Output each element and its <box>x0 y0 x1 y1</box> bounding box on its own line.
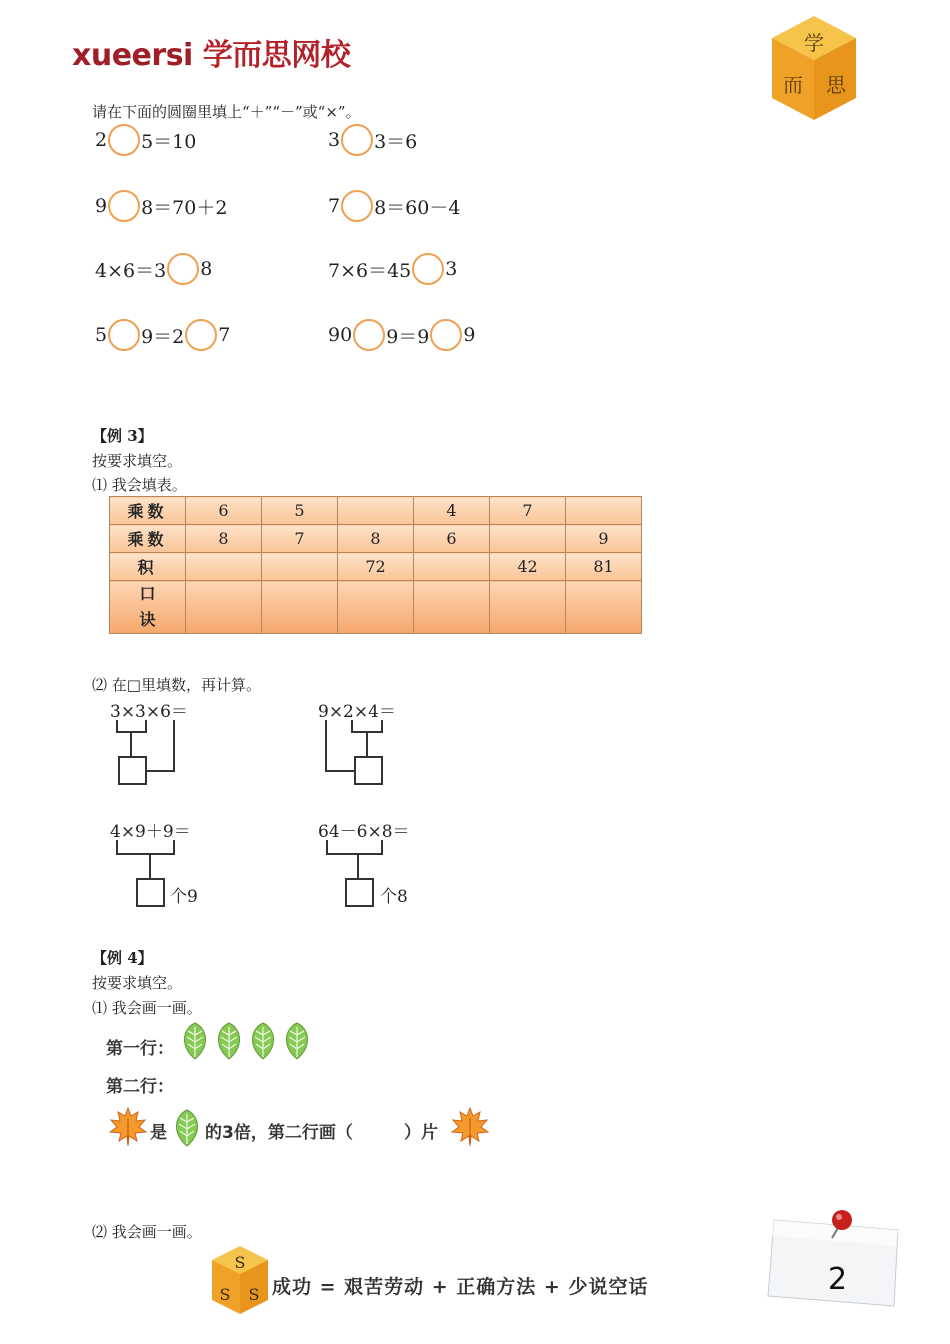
cube-logo-icon <box>768 14 860 124</box>
answer-circle[interactable] <box>108 319 140 351</box>
eq-part: 9＝9 <box>386 325 430 348</box>
table-cell[interactable] <box>186 553 262 581</box>
table-cell[interactable] <box>566 497 642 525</box>
table-cell[interactable] <box>262 553 338 581</box>
ex4-instruction: 按要求填空。 <box>92 974 183 992</box>
eq-part: 8＝70＋2 <box>141 196 228 219</box>
table-cell[interactable] <box>414 553 490 581</box>
ex4-part1: ⑴ 我会画一画。 <box>92 999 202 1017</box>
bracket-diagram <box>110 838 190 878</box>
cube-letter: S <box>219 1285 231 1304</box>
row-label <box>110 581 186 634</box>
eq-part: 3 <box>328 129 341 151</box>
leaf-row <box>178 1020 318 1062</box>
maple-leaf-icon <box>450 1106 490 1148</box>
eq-part: 7×6＝45 <box>328 259 412 282</box>
eq-row2-right <box>328 190 460 222</box>
table-cell[interactable]: 5 <box>262 497 338 525</box>
table-row <box>110 525 642 553</box>
table-cell[interactable]: 6 <box>186 497 262 525</box>
row-label: 积 <box>110 553 186 581</box>
table-row <box>110 581 642 634</box>
expr-1: 3×3×6＝ <box>110 702 188 722</box>
ex4-title: 【例 4】 <box>92 949 153 967</box>
table-cell[interactable]: 4 <box>414 497 490 525</box>
table-cell[interactable]: 6 <box>414 525 490 553</box>
eq-part: 9 <box>463 324 476 346</box>
answer-circle[interactable] <box>412 253 444 285</box>
table-row <box>110 553 642 581</box>
expr-4: 64－6×8＝ <box>318 822 410 842</box>
ex3-part1: ⑴ 我会填表。 <box>92 476 187 494</box>
ex3-instruction: 按要求填空。 <box>92 452 183 470</box>
eq-part: 3 <box>445 258 458 280</box>
count-label: 个8 <box>380 887 408 907</box>
brand-latin: xueersi <box>72 38 193 73</box>
expr-3: 4×9＋9＝ <box>110 822 191 842</box>
table-cell[interactable] <box>490 581 566 634</box>
table-cell[interactable]: 42 <box>490 553 566 581</box>
table-cell[interactable] <box>262 581 338 634</box>
table-cell[interactable] <box>566 581 642 634</box>
maple-leaf-icon <box>108 1106 148 1148</box>
answer-box[interactable] <box>118 756 147 785</box>
eq-row3-right <box>328 253 457 285</box>
cube-char-2: 而 <box>783 73 803 97</box>
eq-row4-right <box>328 319 475 351</box>
table-cell[interactable]: 72 <box>338 553 414 581</box>
answer-box[interactable] <box>136 878 165 907</box>
eq-part: 5 <box>95 324 108 346</box>
table-cell[interactable] <box>490 525 566 553</box>
table-cell[interactable]: 81 <box>566 553 642 581</box>
row-label-text: 口 诀 <box>139 584 156 629</box>
table-cell[interactable] <box>338 497 414 525</box>
leaf-icon <box>218 1023 239 1059</box>
eq-part: 2 <box>95 129 108 151</box>
eq-part: 8 <box>200 258 213 280</box>
eq-row3-left <box>95 253 212 285</box>
table-row <box>110 497 642 525</box>
brand-logo <box>72 30 350 74</box>
q-is: 是 <box>150 1123 167 1143</box>
ex3-part2: ⑵ 在□里填数，再计算。 <box>92 676 261 694</box>
answer-circle[interactable] <box>353 319 385 351</box>
answer-circle[interactable] <box>108 124 140 156</box>
answer-circle[interactable] <box>430 319 462 351</box>
page-number: 2 <box>828 1262 848 1297</box>
eq-part: 4×6＝3 <box>95 259 167 282</box>
brand-cn: 学而思网校 <box>202 38 351 73</box>
table-cell[interactable]: 8 <box>186 525 262 553</box>
circle-instruction: 请在下面的圆圈里填上“＋”“－”或“×”。 <box>92 103 361 121</box>
cube-letter: S <box>234 1253 246 1272</box>
answer-circle[interactable] <box>341 124 373 156</box>
bracket-diagram <box>318 838 398 878</box>
eq-row4-left <box>95 319 230 351</box>
cube-letter: S <box>248 1285 260 1304</box>
footer-slogan: 成功 = 艰苦劳动 + 正确方法 + 少说空话 <box>272 1276 649 1298</box>
eq-row1-right <box>328 124 417 156</box>
count-label: 个9 <box>170 887 198 907</box>
table-cell[interactable] <box>338 581 414 634</box>
answer-circle[interactable] <box>108 190 140 222</box>
row2-label: 第二行： <box>106 1077 174 1097</box>
eq-part: 90 <box>328 324 353 346</box>
row-label: 乘数 <box>110 497 186 525</box>
q-mid: 的3倍，第二行画（ <box>205 1123 353 1143</box>
table-cell[interactable] <box>414 581 490 634</box>
expr-2: 9×2×4＝ <box>318 702 396 722</box>
answer-circle[interactable] <box>341 190 373 222</box>
table-cell[interactable]: 8 <box>338 525 414 553</box>
leaf-icon <box>184 1023 205 1059</box>
eq-part: 8＝60－4 <box>374 196 461 219</box>
eq-part: 3＝6 <box>374 130 418 153</box>
answer-circle[interactable] <box>167 253 199 285</box>
footer-cube-icon <box>210 1244 270 1316</box>
row1-label: 第一行： <box>106 1039 174 1059</box>
eq-row2-left <box>95 190 227 222</box>
leaf-icon <box>286 1023 307 1059</box>
eq-part: 9＝2 <box>141 325 185 348</box>
eq-part: 7 <box>328 195 341 217</box>
table-cell[interactable]: 9 <box>566 525 642 553</box>
table-cell[interactable]: 7 <box>490 497 566 525</box>
cube-char-1: 学 <box>804 31 824 55</box>
answer-box[interactable] <box>354 756 383 785</box>
answer-box[interactable] <box>345 878 374 907</box>
multiplication-table <box>109 496 642 634</box>
leaf-icon <box>252 1023 273 1059</box>
table-cell[interactable] <box>186 581 262 634</box>
row-label: 乘数 <box>110 525 186 553</box>
eq-part: 9 <box>95 195 108 217</box>
eq-part: 7 <box>218 324 231 346</box>
table-cell[interactable]: 7 <box>262 525 338 553</box>
answer-circle[interactable] <box>185 319 217 351</box>
leaf-icon <box>170 1108 204 1148</box>
eq-part: 5＝10 <box>141 130 197 153</box>
cube-char-3: 思 <box>826 73 846 97</box>
ex3-title: 【例 3】 <box>92 427 153 445</box>
eq-row1-left <box>95 124 196 156</box>
q-end: ）片 <box>404 1123 438 1143</box>
ex4-part2: ⑵ 我会画一画。 <box>92 1223 202 1241</box>
